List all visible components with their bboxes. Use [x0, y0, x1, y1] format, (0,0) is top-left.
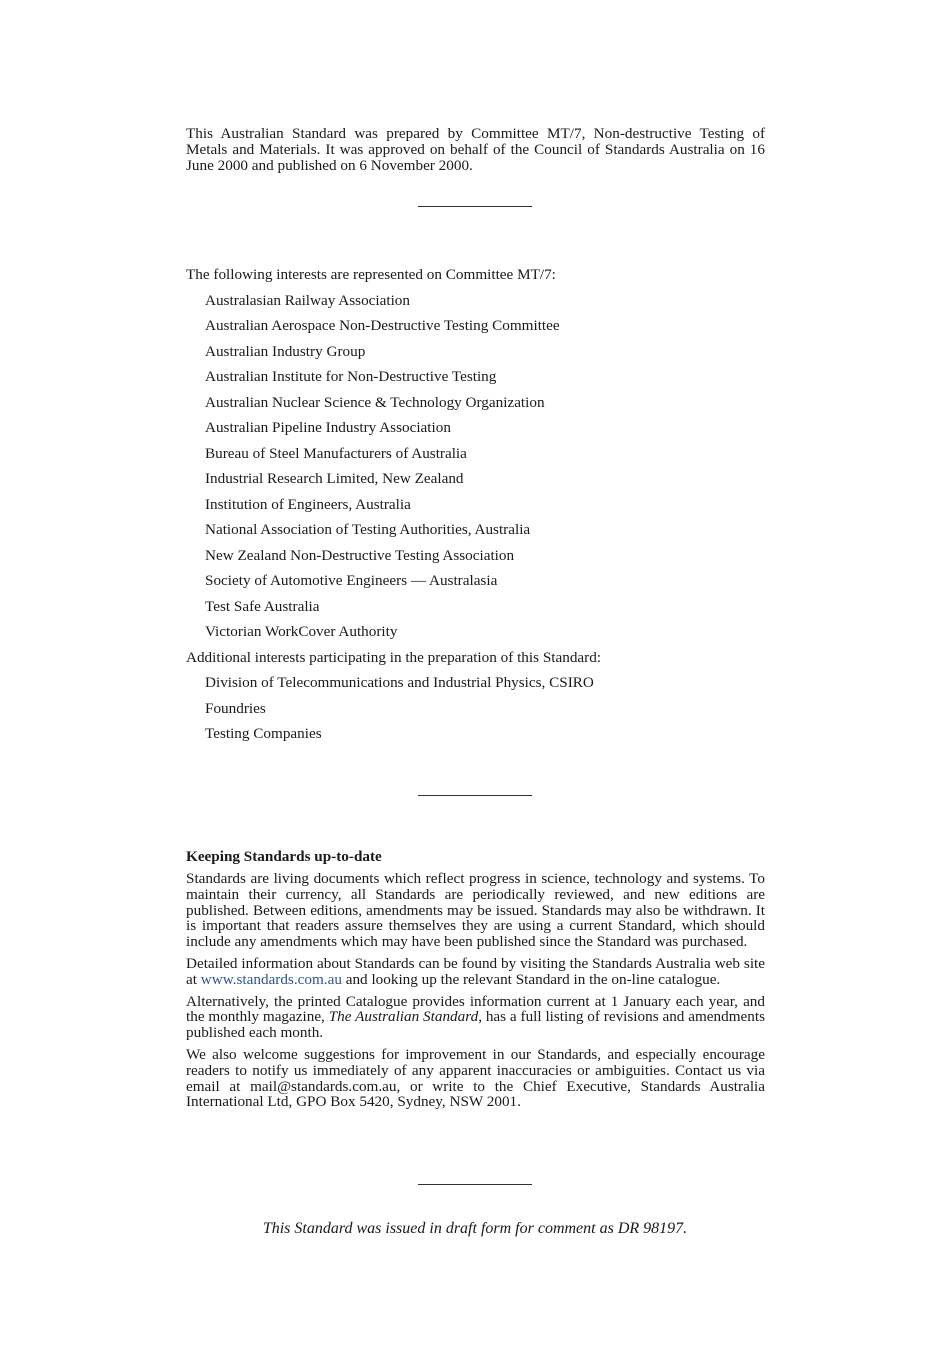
list-item: Australian Nuclear Science & Technology Organization — [205, 393, 545, 411]
list-item: Bureau of Steel Manufacturers of Australia — [205, 444, 467, 462]
paragraph-text: Detailed information about Standards can be found by visiting the Standards Australia web site at — [186, 954, 765, 988]
list-item: Australian Industry Group — [205, 342, 366, 360]
paragraph-living-documents: Standards are living documents which reflect progress in science, technology and systems. To maintain their currency, all Standards are periodically reviewed, and new editions are published. Between editions, amendments may be issued. Standards may also be withdrawn. It is important that readers assure themselves they are using a current Standard, which should include any amendments which may have been published since the Standard was purchased. — [186, 870, 765, 951]
paragraph-text: Alternatively, the printed Catalogue provides information current at 1 January each year, and the monthly magazine, — [186, 992, 765, 1026]
list-item: Australasian Railway Association — [205, 291, 410, 309]
list-item: Australian Institute for Non-Destructive Testing — [205, 368, 497, 385]
paragraph-text: and looking up the relevant Standard in the on-line catalogue. — [341, 970, 721, 988]
list-item: Industrial Research Limited, New Zealand — [205, 470, 464, 487]
list-item: Test Safe Australia — [205, 597, 320, 615]
committee-interests — [186, 262, 765, 747]
additional-interests-list — [186, 670, 765, 747]
list-item: Institution of Engineers, Australia — [205, 495, 411, 513]
keeping-standards-section — [186, 848, 765, 1116]
standards-website-link[interactable]: www.standards.com.au — [200, 970, 342, 988]
list-item: Testing Companies — [205, 725, 322, 742]
committee-preparation-note — [186, 126, 765, 174]
paragraph-text: , has a full listing of revisions and amendments published each month. — [186, 1008, 765, 1042]
list-item: Foundries — [205, 699, 266, 717]
section-divider — [418, 795, 532, 796]
draft-note: This Standard was issued in draft form for comment as DR 98197. — [262, 1220, 688, 1237]
magazine-title: The Australian Standard — [328, 1008, 479, 1026]
paragraph-web-info — [186, 956, 765, 988]
intro-text: This Australian Standard was prepared by Committee MT/7, Non-destructive Testing of Metals and Materials. It was approved on behalf of the Council of Standards Australia on 16 June 2000 and published on 6 November 2000. — [186, 125, 765, 174]
list-item: Victorian WorkCover Authority — [205, 623, 398, 640]
list-item: Australian Aerospace Non-Destructive Testing Committee — [205, 317, 560, 334]
interests-heading: The following interests are represented on Committee MT/7: — [186, 266, 556, 283]
additional-interests-heading: Additional interests participating in the preparation of this Standard: — [186, 648, 602, 666]
list-item: Division of Telecommunications and Industrial Physics, CSIRO — [205, 674, 594, 691]
list-item: Australian Pipeline Industry Association — [205, 419, 451, 436]
list-item: New Zealand Non-Destructive Testing Association — [205, 546, 515, 564]
paragraph-suggestions: We also welcome suggestions for improvement in our Standards, and especially encourage readers to notify us immediately of any apparent inaccuracies or ambiguities. Contact us via email at mail@standards.com.au, or write to the Chief Executive, Standards Australia International Ltd, GPO Box 5420, Sydney, NSW 2001. — [186, 1045, 765, 1111]
paragraph-catalogue — [186, 994, 765, 1041]
section-divider — [418, 206, 532, 207]
interests-list — [186, 288, 765, 645]
list-item: National Association of Testing Authorities, Australia — [205, 521, 531, 538]
section-divider — [418, 1184, 532, 1185]
list-item: Society of Automotive Engineers — Australasia — [205, 572, 498, 589]
section-title: Keeping Standards up-to-date — [186, 848, 382, 865]
